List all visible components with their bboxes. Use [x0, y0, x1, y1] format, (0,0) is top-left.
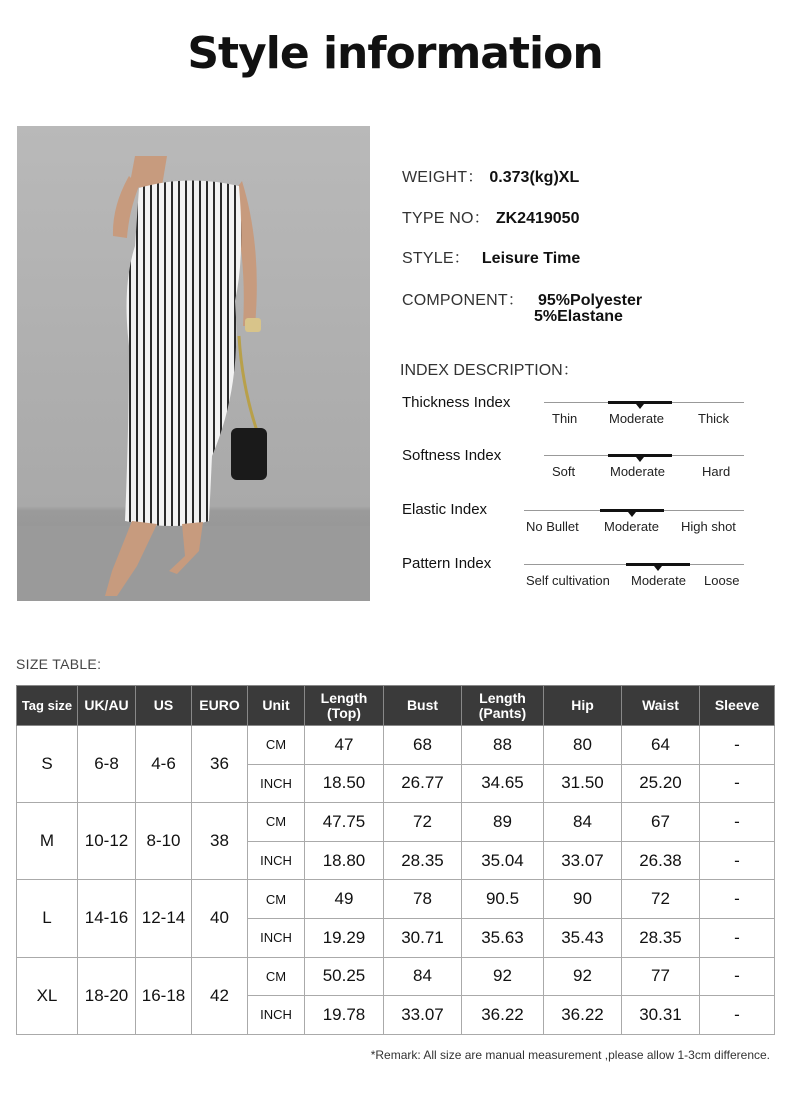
component-row [402, 287, 642, 310]
index-description-title: INDEX DESCRIPTION： [400, 362, 579, 379]
waist-cell: 30.31 [622, 996, 700, 1035]
length-top-cell: 18.80 [305, 841, 384, 880]
component-value-1: 95%Polyester [538, 292, 643, 309]
length-pants-cell: 34.65 [462, 764, 544, 803]
header-unit: Unit [248, 686, 305, 726]
unit-cell: INCH [248, 764, 305, 803]
product-photo [17, 126, 370, 601]
header-uk-au: UK/AU [78, 686, 136, 726]
waist-cell: 72 [622, 880, 700, 919]
style-row [402, 245, 580, 268]
waist-cell: 64 [622, 726, 700, 765]
sleeve-cell: - [700, 803, 775, 842]
type-value: ZK2419050 [495, 210, 580, 227]
uk-au-cell: 18-20 [78, 957, 136, 1034]
length-top-cell: 47 [305, 726, 384, 765]
unit-cell: CM [248, 957, 305, 996]
tag-size-cell: M [17, 803, 78, 880]
header-hip: Hip [544, 686, 622, 726]
header-length-top: Length (Top) [305, 686, 384, 726]
softness-option-2: Moderate [610, 464, 665, 479]
table-row [17, 803, 775, 842]
bust-cell: 26.77 [384, 764, 462, 803]
pattern-option-1: Self cultivation [526, 573, 610, 588]
unit-cell: INCH [248, 918, 305, 957]
table-row [17, 880, 775, 919]
sleeve-cell: - [700, 726, 775, 765]
unit-cell: CM [248, 803, 305, 842]
elastic-selected-marker [628, 512, 636, 517]
pattern-index-label: Pattern Index [402, 555, 492, 572]
bust-cell: 72 [384, 803, 462, 842]
length-pants-cell: 89 [462, 803, 544, 842]
page-title: Style information [187, 28, 603, 79]
pattern-selected-marker [654, 566, 662, 571]
style-label: STYLE： [402, 250, 470, 267]
length-pants-cell: 35.63 [462, 918, 544, 957]
header-waist: Waist [622, 686, 700, 726]
elastic-index [402, 501, 747, 541]
elastic-index-label: Elastic Index [402, 501, 488, 518]
us-cell: 4-6 [136, 726, 192, 803]
sleeve-cell: - [700, 957, 775, 996]
softness-index-label: Softness Index [402, 447, 502, 464]
length-pants-cell: 90.5 [462, 880, 544, 919]
length-pants-cell: 35.04 [462, 841, 544, 880]
thickness-index-label: Thickness Index [402, 394, 511, 411]
hip-cell: 36.22 [544, 996, 622, 1035]
unit-cell: CM [248, 726, 305, 765]
thickness-option-3: Thick [698, 411, 730, 426]
waist-cell: 77 [622, 957, 700, 996]
hip-cell: 80 [544, 726, 622, 765]
style-value: Leisure Time [481, 250, 581, 267]
type-label: TYPE NO： [402, 210, 490, 227]
tag-size-cell: XL [17, 957, 78, 1034]
waist-cell: 26.38 [622, 841, 700, 880]
hip-cell: 90 [544, 880, 622, 919]
tag-size-cell: S [17, 726, 78, 803]
thickness-option-2: Moderate [609, 411, 664, 426]
table-row [17, 957, 775, 996]
softness-option-3: Hard [702, 464, 731, 479]
elastic-option-2: Moderate [604, 519, 659, 534]
euro-cell: 38 [192, 803, 248, 880]
table-row [17, 726, 775, 765]
bust-cell: 84 [384, 957, 462, 996]
bust-cell: 68 [384, 726, 462, 765]
hip-cell: 31.50 [544, 764, 622, 803]
tag-size-cell: L [17, 880, 78, 957]
elastic-option-3: High shot [681, 519, 736, 534]
size-table-header-row [17, 686, 775, 726]
length-top-cell: 18.50 [305, 764, 384, 803]
header-sleeve: Sleeve [700, 686, 775, 726]
weight-value: 0.373(kg)XL [489, 169, 580, 186]
euro-cell: 42 [192, 957, 248, 1034]
length-top-cell: 19.78 [305, 996, 384, 1035]
unit-cell: INCH [248, 996, 305, 1035]
bust-cell: 30.71 [384, 918, 462, 957]
bust-cell: 33.07 [384, 996, 462, 1035]
length-top-cell: 49 [305, 880, 384, 919]
hip-cell: 35.43 [544, 918, 622, 957]
waist-cell: 67 [622, 803, 700, 842]
length-pants-cell: 92 [462, 957, 544, 996]
header-euro: EURO [192, 686, 248, 726]
length-top-cell: 47.75 [305, 803, 384, 842]
sleeve-cell: - [700, 918, 775, 957]
type-row [402, 205, 579, 228]
softness-index [402, 447, 747, 487]
length-top-cell: 19.29 [305, 918, 384, 957]
pattern-option-3: Loose [704, 573, 740, 588]
hip-cell: 92 [544, 957, 622, 996]
sleeve-cell: - [700, 996, 775, 1035]
length-pants-cell: 36.22 [462, 996, 544, 1035]
hip-cell: 33.07 [544, 841, 622, 880]
waist-cell: 28.35 [622, 918, 700, 957]
sleeve-cell: - [700, 880, 775, 919]
pattern-index [402, 555, 747, 595]
weight-label: WEIGHT： [402, 169, 484, 186]
bust-cell: 78 [384, 880, 462, 919]
remark-note: *Remark: All size are manual measurement ,please allow 1-3cm difference. [370, 1048, 770, 1062]
uk-au-cell: 14-16 [78, 880, 136, 957]
thickness-option-1: Thin [552, 411, 578, 426]
uk-au-cell: 10-12 [78, 803, 136, 880]
header-bust: Bust [384, 686, 462, 726]
elastic-option-1: No Bullet [526, 519, 579, 534]
sleeve-cell: - [700, 841, 775, 880]
thickness-index [402, 394, 747, 434]
unit-cell: INCH [248, 841, 305, 880]
thickness-selected-marker [636, 404, 644, 409]
length-top-cell: 50.25 [305, 957, 384, 996]
unit-cell: CM [248, 880, 305, 919]
weight-row [402, 164, 579, 187]
us-cell: 12-14 [136, 880, 192, 957]
header-tag-size: Tag size [17, 686, 78, 726]
euro-cell: 36 [192, 726, 248, 803]
component-value-2: 5%Elastane [534, 308, 623, 325]
header-us: US [136, 686, 192, 726]
sleeve-cell: - [700, 764, 775, 803]
hip-cell: 84 [544, 803, 622, 842]
size-table [16, 685, 775, 1035]
us-cell: 16-18 [136, 957, 192, 1034]
component-label: COMPONENT： [402, 292, 524, 309]
bust-cell: 28.35 [384, 841, 462, 880]
header-length-pants: Length (Pants) [462, 686, 544, 726]
pattern-option-2: Moderate [631, 573, 686, 588]
length-pants-cell: 88 [462, 726, 544, 765]
waist-cell: 25.20 [622, 764, 700, 803]
softness-selected-marker [636, 457, 644, 462]
softness-option-1: Soft [552, 464, 576, 479]
us-cell: 8-10 [136, 803, 192, 880]
uk-au-cell: 6-8 [78, 726, 136, 803]
size-table-label: SIZE TABLE: [16, 656, 102, 672]
euro-cell: 40 [192, 880, 248, 957]
